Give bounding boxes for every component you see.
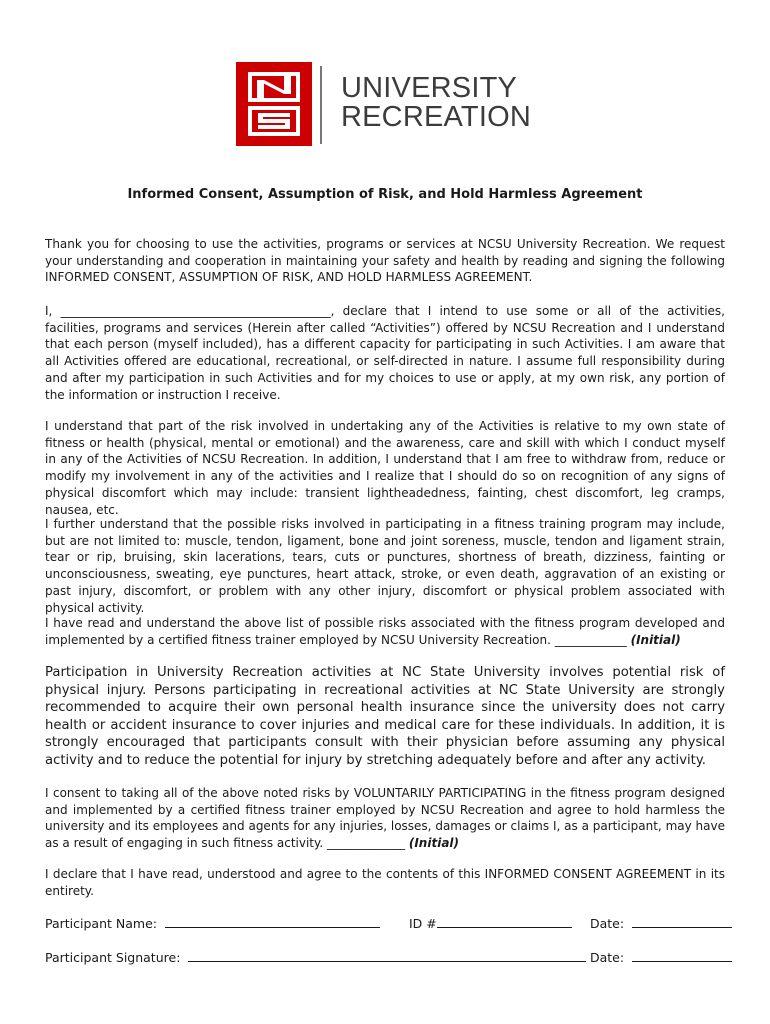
date-field-1[interactable] xyxy=(632,915,732,928)
id-row xyxy=(409,915,572,931)
consent-paragraph xyxy=(45,785,725,852)
acknowledgement-paragraph xyxy=(45,615,725,648)
logo-divider xyxy=(320,66,322,144)
participant-name-field[interactable] xyxy=(165,915,380,928)
date-row-1 xyxy=(590,915,732,931)
document-title: Informed Consent, Assumption of Risk, and Hold Harmless Agreement xyxy=(127,187,643,202)
id-field[interactable] xyxy=(437,915,572,928)
id-label: ID # xyxy=(409,916,437,931)
intro-paragraph: Thank you for choosing to use the activities, programs or services at NCSU University Recreation. We request your understanding and cooperation in maintaining your safety and health by reading and signing the following INFORMED CONSENT, ASSUMPTION OF RISK, AND HOLD HARMLESS AGREEMENT. xyxy=(45,237,725,285)
date-label-2: Date: xyxy=(590,950,625,965)
participant-signature-label: Participant Signature: xyxy=(45,950,181,965)
final-declaration-paragraph: I declare that I have read, understood and agree to the contents of this INFORMED CONSENT AGREEMENT in its entirety. xyxy=(45,867,725,898)
participant-name-row xyxy=(45,915,380,931)
participant-signature-row xyxy=(45,949,586,965)
possible-risks-paragraph: I further understand that the possible risks involved in participating in a fitness training program may include, but are not limited to: muscle, tendon, ligament, bone and joint soreness, muscle, tendon and ligament strain, tear or rip, bruising, skin lacerations, tears, cuts or punctures, shortness of breath, dizziness, fainting or unconsciousness, sweating, eye punctures, heart attack, stroke, or even death, aggravation of an existing or past injury, discomfort, or problem with any other injury, discomfort or physical problem associated with physical activity. xyxy=(45,517,725,615)
insurance-paragraph: Participation in University Recreation activities at NC State University involves potential risk of physical injury. Persons participating in recreational activities at NC State University are strongly recommended to acquire their own personal health insurance since the university does not carry health or accident insurance to cover injuries and medical care for these individuals. In addition, it is strongly encouraged that participants consult with their physician before assuming any physical activity and to reduce the potential for injury by stretching adequately before and after any activity. xyxy=(45,665,725,768)
consent-text: I consent to taking all of the above noted risks by VOLUNTARILY PARTICIPATING in the fitness program designed and implemented by a certified fitness trainer employed by NCSU Recreation and agree to hold harmless the university and its employees and agents for any injuries, losses, damages or claims I, as a participant, may have as a result of engaging in such fitness activity. _____________ xyxy=(45,786,725,851)
brand-line-2: RECREATION xyxy=(341,101,531,133)
header xyxy=(0,62,770,154)
declaration-paragraph: I, _____________________________________________, declare that I intend to use some or all of the activities, facilities, programs and services (Herein after called “Activities”) offered by NCSU Recreation and I understand that each person (myself included), has a different capacity for participating in such Activities. I am aware that all Activities offered are educational, recreational, or self-directed in nature. I assume full responsibility during and after my participation in such Activities and for my choices to use or apply, at my own risk, any portion of the information or instruction I receive. xyxy=(45,304,725,402)
date-label-1: Date: xyxy=(590,916,625,931)
initial-marker-1: (Initial) xyxy=(630,632,681,647)
participant-signature-field[interactable] xyxy=(188,949,586,962)
participant-name-label: Participant Name: xyxy=(45,916,157,931)
risk-understanding-paragraph: I understand that part of the risk involved in undertaking any of the Activities is relative to my own state of fitness or health (physical, mental or emotional) and the awareness, care and skill with which I conduct myself in any of the Activities of NCSU Recreation. In addition, I understand that I am free to withdraw from, reduce or modify my involvement in any of the activities and I realize that I should do so on recognition of any signs of physical discomfort which may include: transient lightheadedness, fainting, chest discomfort, leg cramps, nausea, etc. xyxy=(45,419,725,517)
ncsu-block-s-logo xyxy=(236,62,312,146)
brand-wordmark xyxy=(341,74,531,132)
initial-marker-2: (Initial) xyxy=(408,836,460,851)
acknowledgement-text: I have read and understand the above list of possible risks associated with the fitness program developed and implemented by a certified fitness trainer employed by NCSU University Recreation. ____________ xyxy=(45,616,725,647)
date-field-2[interactable] xyxy=(632,949,732,962)
brand-line-1: UNIVERSITY xyxy=(341,72,518,104)
date-row-2 xyxy=(590,949,732,965)
